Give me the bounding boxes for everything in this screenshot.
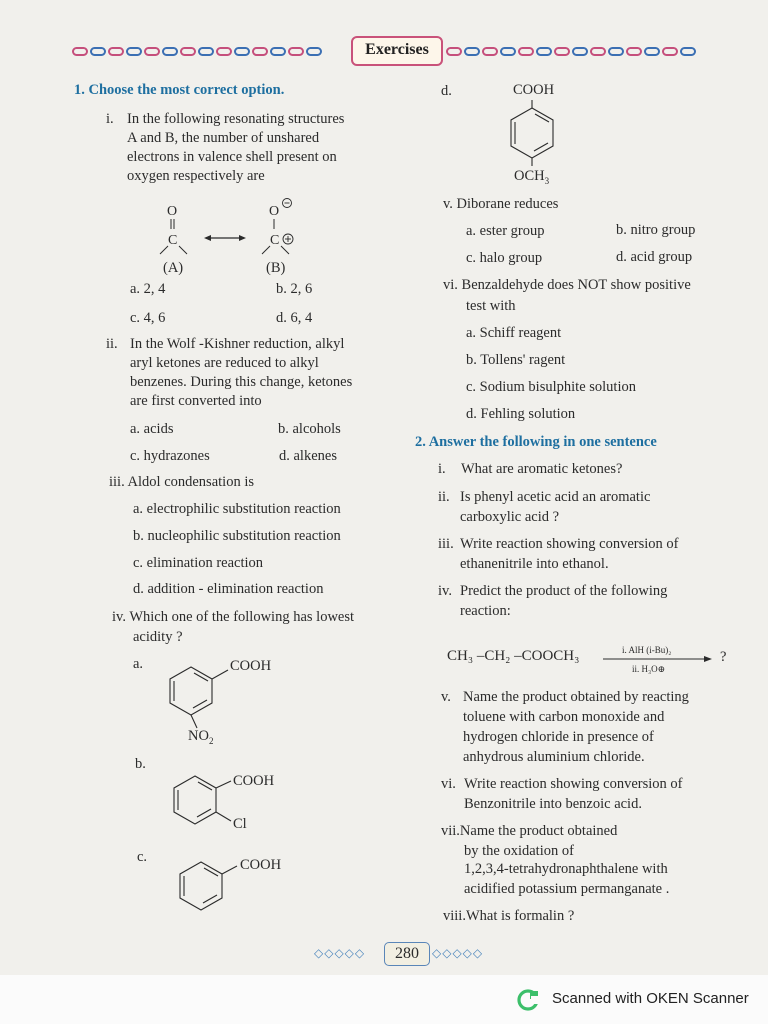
q-v-option-a: a. ester group xyxy=(466,223,545,239)
q-ii-option-a: a. acids xyxy=(130,421,174,437)
q2-iv-number: iv. xyxy=(438,583,452,599)
q2-ii-line-1: Is phenyl acetic acid an aromatic xyxy=(460,489,651,505)
q2-i-text: What are aromatic ketones? xyxy=(461,461,623,477)
svg-text:O: O xyxy=(167,204,178,219)
q2-v-line-4: anhydrous aluminium chloride. xyxy=(463,749,645,765)
q2-heading: 2. Answer the following in one sentence xyxy=(415,434,657,450)
reaction-reagent-bottom: ii. H₃O⊕ xyxy=(632,664,666,674)
svg-text:C: C xyxy=(270,233,280,248)
q2-vii-line-2: by the oxidation of xyxy=(464,843,574,859)
reaction-reagent-top: i. AlH (i-Bu)₂ xyxy=(622,645,672,655)
q-vi-option-d: d. Fehling solution xyxy=(466,406,576,422)
q-ii-number: ii. xyxy=(106,336,118,352)
page-number: 280 xyxy=(384,942,430,966)
q-ii-option-b: b. alcohols xyxy=(278,421,341,437)
scanner-watermark-text: Scanned with OKEN Scanner xyxy=(552,990,749,1007)
q2-ii-number: ii. xyxy=(438,489,450,505)
q2-v-number: v. xyxy=(441,689,451,705)
q2-vi-number: vi. xyxy=(441,776,456,792)
q-v-option-d: d. acid group xyxy=(616,249,693,265)
q2-v-line-2: toluene with carbon monoxide and xyxy=(463,709,665,725)
q-ii-line-3: benzenes. During this change, ketones xyxy=(130,374,353,390)
q-i-line-2: A and B, the number of unshared xyxy=(127,130,320,146)
page-deco-right: ◇◇◇◇◇ xyxy=(432,946,484,960)
q-v-text: v. Diborane reduces xyxy=(443,196,559,212)
q-iv-option-b: b. xyxy=(135,756,146,772)
q-vi-line-1: vi. Benzaldehyde does NOT show positive xyxy=(443,277,691,293)
q2-iv-line-2: reaction: xyxy=(460,603,511,619)
q-iv-option-a: a. xyxy=(133,656,144,672)
q-vi-option-a: a. Schiff reagent xyxy=(466,325,562,341)
q2-vii-line-3: 1,2,3,4-tetrahydronaphthalene with xyxy=(464,861,668,877)
q-i-line-1: In the following resonating structures xyxy=(127,111,345,127)
q2-vii-line-1: vii.Name the product obtained xyxy=(441,823,618,839)
q2-iv-line-1: Predict the product of the following xyxy=(460,583,668,599)
q-i-option-c: c. 4, 6 xyxy=(130,310,166,326)
reaction-product-unknown: ? xyxy=(720,649,727,665)
iv-a-nitro-label: $NO_2$ xyxy=(188,728,214,746)
q-i-option-b: b. 2, 6 xyxy=(276,281,313,297)
q-iii-option-a: a. electrophilic substitution reaction xyxy=(133,501,341,517)
d-cooh-label: COOH xyxy=(513,82,555,98)
q-iii-text: iii. Aldol condensation is xyxy=(109,474,254,490)
q-iv-line-2: acidity ? xyxy=(133,629,183,645)
q-ii-line-4: are first converted into xyxy=(130,393,262,409)
q-i-option-d: d. 6, 4 xyxy=(276,310,313,326)
q-iii-option-d: d. addition - elimination reaction xyxy=(133,581,324,597)
q2-ii-line-2: carboxylic acid ? xyxy=(460,509,560,525)
svg-text:O: O xyxy=(269,204,280,219)
q-v-option-c: c. halo group xyxy=(466,250,543,266)
q-ii-option-d: d. alkenes xyxy=(279,448,337,464)
q-vi-option-c: c. Sodium bisulphite solution xyxy=(466,379,636,395)
svg-text:C: C xyxy=(168,233,178,248)
iv-a-cooh-label: COOH xyxy=(230,658,272,674)
q-ii-line-1: In the Wolf -Kishner reduction, alkyl xyxy=(130,336,345,352)
option-d-label: d. xyxy=(441,83,452,99)
reaction-reactant: CH₃ –CH₂ –COOCH₃ xyxy=(447,648,580,664)
q-vi-option-b: b. Tollens' ragent xyxy=(466,352,566,368)
d-methoxy-label: $OCH_3$ xyxy=(514,168,550,186)
q-vi-line-2: test with xyxy=(466,298,516,314)
iv-b-chloro-label: Cl xyxy=(233,816,247,832)
q-ii-line-2: aryl ketones are reduced to alkyl xyxy=(130,355,319,371)
q2-i-number: i. xyxy=(438,461,446,477)
q-i-number: i. xyxy=(106,111,114,127)
exercises-title: Exercises xyxy=(351,36,443,66)
q-i-option-a: a. 2, 4 xyxy=(130,281,166,297)
iv-c-cooh-label: COOH xyxy=(240,857,282,873)
q-v-option-b: b. nitro group xyxy=(616,222,696,238)
structure-a-label: (A) xyxy=(163,260,184,276)
q2-v-line-3: hydrogen chloride in presence of xyxy=(463,729,654,745)
q2-vi-line-1: Write reaction showing conversion of xyxy=(464,776,683,792)
q-iv-option-c: c. xyxy=(137,849,148,865)
q1-heading: 1. Choose the most correct option. xyxy=(74,82,285,98)
iv-b-cooh-label: COOH xyxy=(233,773,275,789)
q2-iii-line-2: ethanenitrile into ethanol. xyxy=(460,556,609,572)
q-i-line-4: oxygen respectively are xyxy=(127,168,265,184)
page-deco-left: ◇◇◇◇◇ xyxy=(314,946,366,960)
q-i-line-3: electrons in valence shell present on xyxy=(127,149,337,165)
q-iii-option-c: c. elimination reaction xyxy=(133,555,264,571)
structure-b-label: (B) xyxy=(266,260,286,276)
scanner-logo-icon xyxy=(517,989,539,1011)
q2-vi-line-2: Benzonitrile into benzoic acid. xyxy=(464,796,642,812)
q2-v-line-1: Name the product obtained by reacting xyxy=(463,689,689,705)
q2-vii-line-4: acidified potassium permanganate . xyxy=(464,881,670,897)
q-ii-option-c: c. hydrazones xyxy=(130,448,210,464)
q2-viii-text: viii.What is formalin ? xyxy=(443,908,575,924)
q-iii-option-b: b. nucleophilic substitution reaction xyxy=(133,528,341,544)
q2-iii-line-1: Write reaction showing conversion of xyxy=(460,536,679,552)
q-iv-line-1: iv. Which one of the following has lowest xyxy=(112,609,355,625)
q2-iii-number: iii. xyxy=(438,536,454,552)
